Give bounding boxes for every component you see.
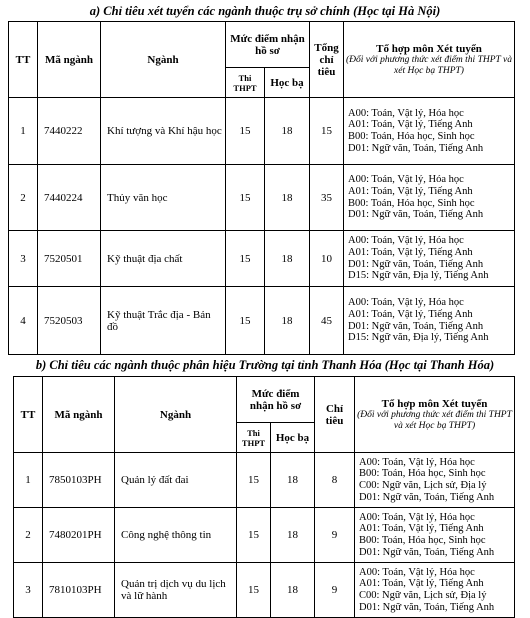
combination-line: A00: Toán, Vật lý, Hóa học bbox=[359, 566, 475, 578]
subject-combinations bbox=[344, 231, 515, 287]
subject-combinations bbox=[355, 508, 515, 563]
major-name: Kỹ thuật Trắc địa - Bản đồ bbox=[101, 287, 226, 355]
header-quota: Tổng chỉ tiêu bbox=[310, 22, 344, 98]
major-code: 7850103PH bbox=[43, 453, 115, 508]
combination-line: A01: Toán, Vật lý, Tiếng Anh bbox=[359, 523, 484, 535]
header-score-group: Mức điểm nhận hồ sơ bbox=[226, 22, 310, 68]
score-hocba: 18 bbox=[265, 98, 310, 165]
combination-line: A00: Toán, Vật lý, Hóa học bbox=[359, 511, 475, 523]
score-thpt: 15 bbox=[237, 563, 271, 618]
score-hocba: 18 bbox=[265, 287, 310, 355]
combination-line: A01: Toán, Vật lý, Tiếng Anh bbox=[348, 246, 473, 258]
combination-line: D01: Ngữ văn, Toán, Tiếng Anh bbox=[359, 491, 495, 503]
table-b-body bbox=[14, 453, 515, 618]
combination-line: D15: Ngữ văn, Địa lý, Tiếng Anh bbox=[348, 332, 489, 344]
table-a-body bbox=[9, 98, 515, 355]
major-name: Quản trị dịch vụ du lịch và lữ hành bbox=[115, 563, 237, 618]
header-tt: TT bbox=[9, 22, 38, 98]
header-code: Mã ngành bbox=[38, 22, 101, 98]
major-code: 7480201PH bbox=[43, 508, 115, 563]
quota: 9 bbox=[315, 508, 355, 563]
combination-line: D01: Ngữ văn, Toán, Tiếng Anh bbox=[348, 209, 484, 221]
quota: 9 bbox=[315, 563, 355, 618]
subject-combinations bbox=[355, 563, 515, 618]
score-thpt: 15 bbox=[226, 98, 265, 165]
table-row bbox=[9, 165, 515, 231]
header-tt: TT bbox=[14, 377, 43, 453]
header-hocba: Học bạ bbox=[265, 68, 310, 98]
subject-combinations bbox=[344, 165, 515, 231]
score-hocba: 18 bbox=[271, 563, 315, 618]
combination-line: A00: Toán, Vật lý, Hóa học bbox=[348, 174, 464, 186]
combination-line: B00: Toán, Hóa học, Sinh học bbox=[348, 197, 475, 209]
table-row bbox=[9, 287, 515, 355]
combination-line: D15: Ngữ văn, Địa lý, Tiếng Anh bbox=[348, 270, 489, 282]
subject-combinations bbox=[355, 453, 515, 508]
header-major: Ngành bbox=[101, 22, 226, 98]
combination-line: A00: Toán, Vật lý, Hóa học bbox=[348, 235, 464, 247]
header-thpt: Thi THPT bbox=[237, 423, 271, 453]
combination-line: A00: Toán, Vật lý, Hóa học bbox=[359, 456, 475, 468]
combination-line: A01: Toán, Vật lý, Tiếng Anh bbox=[348, 308, 473, 320]
header-combo-note: (Đối với phương thức xét điểm thi THPT và xét Học bạ THPT) bbox=[346, 54, 512, 76]
quota: 8 bbox=[315, 453, 355, 508]
row-number: 2 bbox=[14, 508, 43, 563]
score-thpt: 15 bbox=[226, 165, 265, 231]
quota: 45 bbox=[310, 287, 344, 355]
header-quota: Chỉ tiêu bbox=[315, 377, 355, 453]
combination-line: A00: Toán, Vật lý, Hóa học bbox=[348, 107, 464, 119]
table-row bbox=[14, 508, 515, 563]
combination-line: C00: Ngữ văn, Lịch sử, Địa lý bbox=[359, 480, 487, 491]
combination-line: D01: Ngữ văn, Toán, Tiếng Anh bbox=[359, 601, 495, 613]
row-number: 4 bbox=[9, 287, 38, 355]
major-code: 7810103PH bbox=[43, 563, 115, 618]
subject-combinations bbox=[344, 98, 515, 165]
major-name: Khí tượng và Khí hậu học bbox=[101, 98, 226, 165]
combination-line: A00: Toán, Vật lý, Hóa học bbox=[348, 297, 464, 309]
table-b bbox=[13, 376, 515, 618]
table-row bbox=[9, 98, 515, 165]
header-hocba: Học bạ bbox=[271, 423, 315, 453]
table-row bbox=[14, 453, 515, 508]
row-number: 1 bbox=[9, 98, 38, 165]
header-combo-title: Tổ hợp môn Xét tuyển bbox=[381, 397, 488, 410]
combination-line: A01: Toán, Vật lý, Tiếng Anh bbox=[359, 578, 484, 590]
combination-line: C00: Ngữ văn, Lịch sử, Địa lý bbox=[359, 590, 487, 601]
combination-line: B00: Toán, Hóa học, Sinh học bbox=[359, 468, 486, 480]
major-name: Quản lý đất đai bbox=[115, 453, 237, 508]
combination-line: D01: Ngữ văn, Toán, Tiếng Anh bbox=[359, 546, 495, 558]
subject-combinations bbox=[344, 287, 515, 355]
combination-line: D01: Ngữ văn, Toán, Tiếng Anh bbox=[348, 142, 484, 154]
combination-line: D01: Ngữ văn, Toán, Tiếng Anh bbox=[348, 320, 484, 332]
table-row bbox=[9, 231, 515, 287]
major-name: Thủy văn học bbox=[101, 165, 226, 231]
section-a-title: a) Chỉ tiêu xét tuyển các ngành thuộc trụ sở chính (Học tại Hà Nội) bbox=[89, 4, 441, 18]
table-a bbox=[8, 21, 515, 355]
header-thpt: Thi THPT bbox=[226, 68, 265, 98]
combination-line: A01: Toán, Vật lý, Tiếng Anh bbox=[348, 185, 473, 197]
major-code: 7520503 bbox=[38, 287, 101, 355]
major-name: Kỹ thuật địa chất bbox=[101, 231, 226, 287]
combination-line: B00: Toán, Hóa học, Sinh học bbox=[359, 535, 486, 546]
score-thpt: 15 bbox=[226, 231, 265, 287]
quota: 15 bbox=[310, 98, 344, 165]
row-number: 3 bbox=[14, 563, 43, 618]
header-combo bbox=[355, 377, 515, 453]
header-score-group: Mức điểm nhận hồ sơ bbox=[237, 377, 315, 423]
score-hocba: 18 bbox=[271, 453, 315, 508]
section-b-title: b) Chỉ tiêu các ngành thuộc phân hiệu Trường tại tỉnh Thanh Hóa (Học tại Thanh Hóa) bbox=[35, 358, 495, 372]
major-code: 7440222 bbox=[38, 98, 101, 165]
row-number: 3 bbox=[9, 231, 38, 287]
major-code: 7520501 bbox=[38, 231, 101, 287]
row-number: 2 bbox=[9, 165, 38, 231]
combination-line: B00: Toán, Hóa học, Sinh học bbox=[348, 131, 475, 142]
table-row bbox=[14, 563, 515, 618]
score-thpt: 15 bbox=[237, 453, 271, 508]
header-code: Mã ngành bbox=[43, 377, 115, 453]
score-hocba: 18 bbox=[265, 165, 310, 231]
score-hocba: 18 bbox=[271, 508, 315, 563]
header-combo-note: (Đối với phương thức xét điểm thi THPT và xét Học bạ THPT) bbox=[357, 409, 512, 431]
quota: 10 bbox=[310, 231, 344, 287]
header-combo-title: Tổ hợp môn Xét tuyển bbox=[376, 42, 482, 55]
score-hocba: 18 bbox=[265, 231, 310, 287]
major-code: 7440224 bbox=[38, 165, 101, 231]
major-name: Công nghệ thông tin bbox=[115, 508, 237, 563]
row-number: 1 bbox=[14, 453, 43, 508]
score-thpt: 15 bbox=[226, 287, 265, 355]
score-thpt: 15 bbox=[237, 508, 271, 563]
header-combo bbox=[344, 22, 515, 98]
header-major: Ngành bbox=[115, 377, 237, 453]
combination-line: A01: Toán, Vật lý, Tiếng Anh bbox=[348, 119, 473, 131]
combination-line: D01: Ngữ văn, Toán, Tiếng Anh bbox=[348, 258, 484, 270]
quota: 35 bbox=[310, 165, 344, 231]
